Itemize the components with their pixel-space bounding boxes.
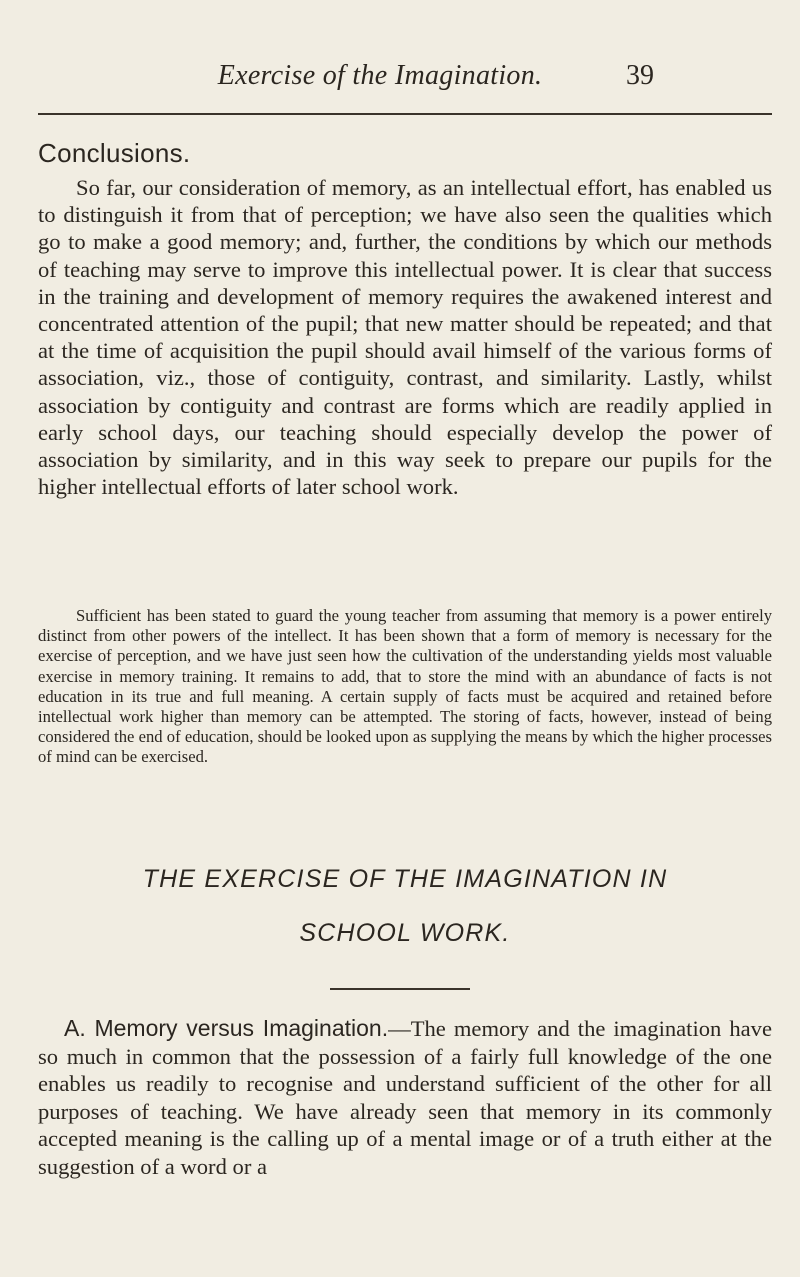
section-divider-rule [330,988,470,990]
memory-versus-imagination-heading: A. Memory versus Imagination. [64,1015,389,1041]
chapter-heading-line-2: SCHOOL WORK. [299,919,511,947]
chapter-heading-line-1: THE EXERCISE OF THE IMAGINATION IN [142,865,668,893]
page-number: 39 [626,60,654,91]
conclusions-paragraph: So far, our consideration of memory, as an intellectual effort, has enabled us to distinguish it from that of perception; we have also seen the qualities which go to make a good memory; and, further, the conditions by which our methods of teaching may serve to improve this intellectual power. It is clear that success in the training and development of memory requires the awakened interest and concentrated attention of the pupil; that new matter should be repeated; and that at the time of acquisition the pupil should avail himself of the various forms of association, viz., those of contiguity, contrast, and similarity. Lastly, whilst association by contiguity and contrast are forms which are readily applied in early school days, our teaching should especially develop the power of association by similarity, and in this way seek to prepare our pupils for the higher intellectual efforts of later school work. [38,175,772,500]
memory-versus-imagination-paragraph [38,1015,772,1181]
header-rule [38,113,772,115]
running-head-title: Exercise of the Imagination. [217,60,543,91]
chapter-heading [60,852,750,960]
conclusions-note-paragraph: Sufficient has been stated to guard the young teacher from assuming that memory is a power entirely distinct from other powers of the intellect. It has been shown that a form of memory is necessary for the exercise of perception, and we have just seen how the cultivation of the understanding yields most valuable exercise in memory training. It remains to add, that to store the mind with an abundance of facts is not education in its true and full meaning. A certain supply of facts must be acquired and retained before intellectual work higher than memory can be attempted. The storing of facts, however, instead of being considered the end of education, should be looked upon as supplying the means by which the higher processes of mind can be exercised. [38,606,772,767]
section-heading-conclusions: Conclusions. [38,138,191,168]
memory-versus-imagination-body: —The memory and the imagination have so much in common that the possession of a fairly full knowledge of the one enables us readily to recognise and understand sufficient of the other for all purposes of teaching. We have already seen that memory in its commonly accepted meaning is the calling up of a mental image or of a truth either at the suggestion of a word or a [38,1016,772,1179]
